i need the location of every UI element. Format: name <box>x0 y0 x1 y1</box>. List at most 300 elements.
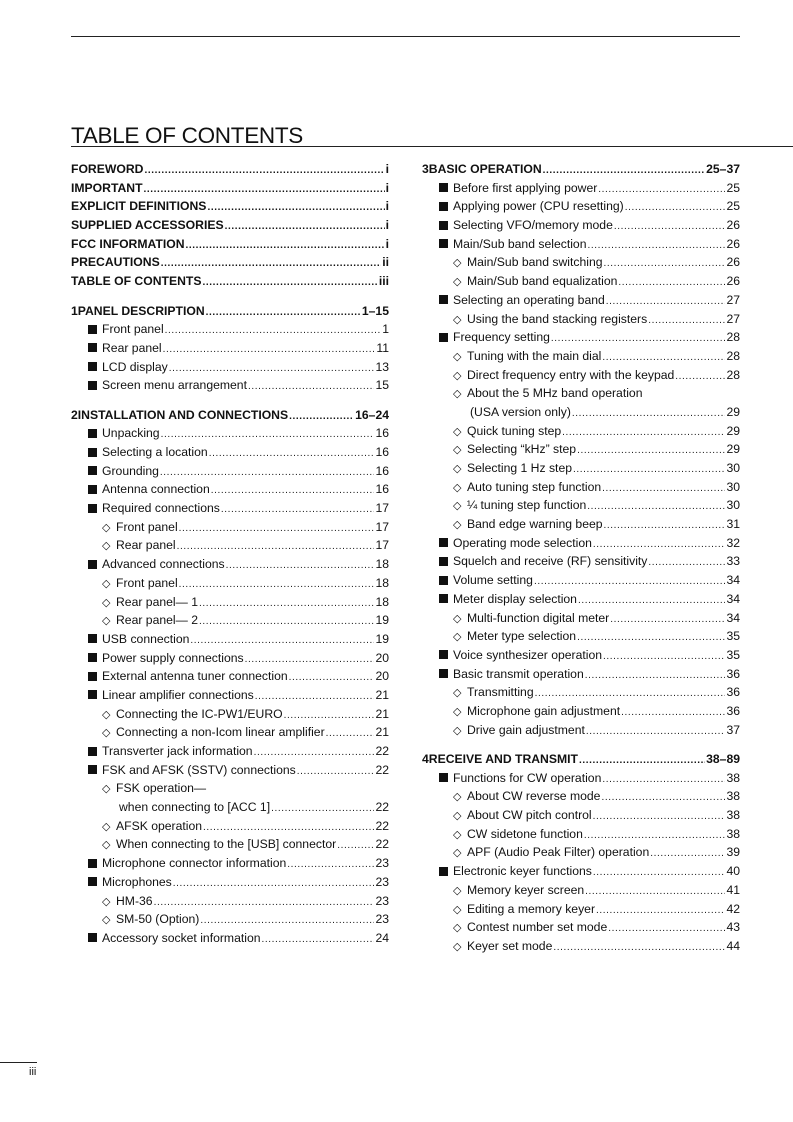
diamond-bullet-icon: ◇ <box>102 820 111 833</box>
toc-entry-label: Front panel <box>102 322 164 337</box>
toc-page-number: 18 <box>375 575 389 590</box>
square-bullet-icon <box>88 443 102 462</box>
square-bullet-icon <box>88 929 102 948</box>
toc-page-number: 36 <box>726 685 740 700</box>
toc-page-number: 28 <box>726 367 740 382</box>
dot-leader <box>297 761 375 780</box>
toc-page-number: 19 <box>375 631 389 646</box>
toc-page-number: 35 <box>726 629 740 644</box>
toc-page-number: 26 <box>726 255 740 270</box>
toc-entry[interactable] <box>71 779 389 798</box>
toc-entry-label: Selecting 1 Hz step <box>467 461 573 475</box>
dot-leader <box>207 197 384 216</box>
diamond-bullet-icon: ◇ <box>453 810 462 823</box>
toc-page-number: 41 <box>726 882 740 897</box>
toc-page-number: 42 <box>726 901 740 916</box>
toc-page-number: 24 <box>375 930 389 945</box>
dot-leader <box>271 798 374 817</box>
toc-entry-label: EXPLICIT DEFINITIONS <box>71 199 207 214</box>
toc-entry-label: Antenna connection <box>102 482 210 497</box>
toc-entry-label: Grounding <box>102 463 159 478</box>
toc-chapter-entry[interactable] <box>422 160 740 179</box>
toc-page-number: 17 <box>375 538 389 553</box>
toc-page-number: 21 <box>375 706 389 721</box>
toc-page-number: i <box>385 162 389 176</box>
toc-entry-label: Using the band stacking registers <box>467 311 648 326</box>
square-bullet-icon <box>88 555 102 574</box>
toc-page-number: 38 <box>726 789 740 804</box>
toc-entry[interactable] <box>422 253 740 272</box>
toc-entry[interactable] <box>71 320 389 339</box>
toc-entry[interactable] <box>422 515 740 534</box>
top-rule <box>71 36 740 37</box>
square-bullet-icon <box>439 328 453 347</box>
dot-leader <box>675 366 725 385</box>
toc-page-number: 18 <box>375 557 389 572</box>
toc-entry[interactable] <box>422 291 740 310</box>
toc-entry-label: About CW pitch control <box>467 808 592 823</box>
toc-entry[interactable] <box>422 496 740 515</box>
diamond-bullet-icon: ◇ <box>453 828 462 841</box>
toc-entry[interactable] <box>422 347 740 366</box>
toc-entry-label: RECEIVE AND TRANSMIT <box>428 752 578 766</box>
toc-entry-label: Selecting a location <box>102 445 208 459</box>
toc-page-number: 19 <box>375 613 389 628</box>
toc-entry-label: Applying power (CPU resetting) <box>453 199 624 214</box>
dot-leader <box>209 443 375 462</box>
toc-page-number: 29 <box>726 442 740 457</box>
dot-leader <box>648 552 725 571</box>
toc-entry-label: Meter display selection <box>453 591 577 606</box>
toc-page-number: 31 <box>726 517 740 532</box>
toc-page-number: 32 <box>726 535 740 550</box>
toc-page-number: 40 <box>726 864 740 879</box>
dot-leader <box>202 272 377 291</box>
diamond-bullet-icon: ◇ <box>453 847 462 860</box>
toc-entry[interactable] <box>71 555 389 574</box>
toc-entry[interactable] <box>422 366 740 385</box>
toc-entry[interactable] <box>422 787 740 806</box>
toc-entry[interactable] <box>422 646 740 665</box>
diamond-bullet-icon: ◇ <box>453 369 462 382</box>
toc-page-number: 1–15 <box>361 303 389 318</box>
dot-leader <box>200 910 374 929</box>
toc-entry-label: AFSK operation <box>116 818 203 833</box>
toc-entry[interactable] <box>71 892 389 911</box>
diamond-bullet-icon: ◇ <box>453 631 462 644</box>
diamond-bullet-icon: ◇ <box>453 791 462 804</box>
square-bullet-icon <box>88 761 102 780</box>
toc-entry-label: Rear panel— 2 <box>116 613 198 628</box>
diamond-bullet-icon: ◇ <box>453 687 462 700</box>
dot-leader <box>585 665 726 684</box>
toc-page-number: 18 <box>375 594 389 609</box>
toc-page-number: 22 <box>375 744 389 758</box>
diamond-bullet-icon: ◇ <box>453 425 462 438</box>
toc-entry-label: Front panel <box>116 519 178 534</box>
toc-entry[interactable] <box>422 918 740 937</box>
dot-leader <box>610 609 725 628</box>
diamond-bullet-icon: ◇ <box>453 922 462 935</box>
toc-entry-label: when connecting to [ACC 1] <box>119 800 271 815</box>
toc-entry-label: Selecting an operating band <box>453 292 605 307</box>
toc-entry-label: Connecting a non-Icom linear amplifier <box>116 725 325 740</box>
square-bullet-icon <box>88 499 102 518</box>
dot-leader <box>179 518 375 537</box>
diamond-bullet-icon: ◇ <box>453 612 462 625</box>
toc-chapter-entry[interactable] <box>71 253 389 272</box>
dot-leader <box>173 873 375 892</box>
toc-entry[interactable] <box>422 609 740 628</box>
toc-entry[interactable] <box>422 552 740 571</box>
toc-entry[interactable] <box>71 723 389 742</box>
toc-entry[interactable] <box>71 339 389 358</box>
toc-entry[interactable] <box>422 216 740 235</box>
diamond-bullet-icon: ◇ <box>102 839 111 852</box>
square-bullet-icon <box>439 216 453 235</box>
toc-page-number: 25 <box>726 199 740 214</box>
dot-leader <box>177 536 375 555</box>
toc-entry-label: Main/Sub band equalization <box>467 274 618 289</box>
dot-leader <box>154 892 375 911</box>
dot-leader <box>534 571 725 590</box>
toc-page-number: ii <box>382 255 389 270</box>
toc-page-number: 26 <box>726 218 740 233</box>
toc-entry[interactable] <box>422 665 740 684</box>
toc-entry-label: Volume setting <box>453 573 533 588</box>
toc-entry[interactable] <box>422 721 740 740</box>
toc-entry-label: Power supply connections <box>102 650 244 665</box>
toc-page-number: 27 <box>726 292 740 307</box>
toc-entry[interactable] <box>71 630 389 649</box>
toc-page-number: 16 <box>375 463 389 478</box>
dot-leader <box>221 499 375 518</box>
toc-page-number: 11 <box>376 340 389 355</box>
toc-page-number: iii <box>378 274 389 289</box>
toc-chapter-entry[interactable] <box>71 272 389 291</box>
diamond-bullet-icon: ◇ <box>102 540 111 553</box>
dot-leader <box>586 721 726 740</box>
toc-page-number: 34 <box>726 591 740 606</box>
diamond-bullet-icon: ◇ <box>453 519 462 532</box>
square-bullet-icon <box>88 649 102 668</box>
toc-entry-label: Selecting VFO/memory mode <box>453 218 613 233</box>
toc-entry[interactable] <box>422 683 740 702</box>
toc-entry[interactable] <box>71 574 389 593</box>
toc-entry[interactable] <box>71 536 389 555</box>
dot-leader <box>598 179 725 198</box>
diamond-bullet-icon: ◇ <box>453 350 462 363</box>
chapter-number: 4 <box>422 752 429 766</box>
toc-entry-label: USB connection <box>102 631 190 646</box>
diamond-bullet-icon: ◇ <box>102 727 111 740</box>
toc-entry-label: HM-36 <box>116 893 153 908</box>
dot-leader <box>587 235 725 254</box>
toc-page-number: 26 <box>726 274 740 289</box>
toc-entry[interactable] <box>422 862 740 881</box>
dot-leader <box>604 515 726 534</box>
diamond-bullet-icon: ◇ <box>453 500 462 513</box>
diamond-bullet-icon: ◇ <box>102 895 111 908</box>
toc-entry-label: Microphones <box>102 874 172 889</box>
diamond-bullet-icon: ◇ <box>453 257 462 270</box>
dot-leader <box>163 339 376 358</box>
toc-chapter-entry[interactable] <box>71 302 389 321</box>
toc-entry[interactable] <box>422 310 740 329</box>
square-bullet-icon <box>88 667 102 686</box>
toc-entry[interactable] <box>422 179 740 198</box>
toc-entry-label: Keyer set mode <box>467 938 553 953</box>
toc-entry[interactable] <box>422 197 740 216</box>
toc-entry-label: SM-50 (Option) <box>116 912 200 927</box>
square-bullet-icon <box>439 534 453 553</box>
dot-leader <box>572 403 726 422</box>
square-bullet-icon <box>439 665 453 684</box>
toc-entry[interactable] <box>71 667 389 686</box>
diamond-bullet-icon: ◇ <box>453 481 462 494</box>
toc-entry[interactable] <box>422 590 740 609</box>
toc-entry-label: IMPORTANT <box>71 180 143 195</box>
dot-leader <box>326 723 375 742</box>
toc-entry[interactable] <box>422 825 740 844</box>
toc-page-number: 22 <box>375 837 389 852</box>
diamond-bullet-icon: ◇ <box>453 444 462 457</box>
square-bullet-icon <box>88 480 102 499</box>
toc-page-number: 28 <box>726 330 740 345</box>
toc-entry-label: FCC INFORMATION <box>71 236 185 251</box>
toc-entry[interactable] <box>71 358 389 377</box>
diamond-bullet-icon: ◇ <box>453 903 462 916</box>
dot-leader <box>289 667 375 686</box>
toc-entry[interactable] <box>71 518 389 537</box>
toc-entry-label: External antenna tuner connection <box>102 669 288 684</box>
toc-entry[interactable] <box>71 480 389 499</box>
dot-leader <box>593 862 726 881</box>
toc-entry-label: Main/Sub band switching <box>467 255 603 270</box>
toc-entry[interactable] <box>71 873 389 892</box>
square-bullet-icon <box>88 630 102 649</box>
toc-entry[interactable] <box>422 272 740 291</box>
dot-leader <box>562 422 725 441</box>
square-bullet-icon <box>439 571 453 590</box>
toc-page-number: 23 <box>375 874 389 889</box>
dot-leader <box>199 611 374 630</box>
toc-entry[interactable] <box>422 235 740 254</box>
dot-leader <box>337 835 374 854</box>
toc-entry[interactable] <box>71 817 389 836</box>
toc-chapter-entry[interactable] <box>422 750 740 769</box>
toc-page-number: 16 <box>375 482 389 497</box>
dot-leader <box>144 179 385 198</box>
toc-page-number: 23 <box>375 893 389 908</box>
dot-leader <box>606 291 726 310</box>
toc-page-number: 22 <box>375 800 389 815</box>
toc-page-number: 34 <box>726 573 740 588</box>
toc-entry-label: When connecting to the [USB] connector <box>116 837 337 852</box>
toc-entry[interactable] <box>71 462 389 481</box>
dot-leader <box>211 480 375 499</box>
toc-entry[interactable] <box>422 900 740 919</box>
toc-chapter-entry[interactable] <box>71 235 389 254</box>
square-bullet-icon <box>88 742 102 761</box>
toc-entry[interactable] <box>71 649 389 668</box>
toc-entry-label: Electronic keyer functions <box>453 864 592 879</box>
page-title: TABLE OF CONTENTS <box>71 123 304 148</box>
dot-leader <box>551 328 726 347</box>
toc-page-number: i <box>385 218 389 233</box>
toc-entry-label: Front panel <box>116 575 178 590</box>
toc-page-number: 34 <box>726 610 740 625</box>
dot-leader <box>650 843 725 862</box>
toc-entry[interactable] <box>71 742 389 761</box>
toc-entry[interactable] <box>422 843 740 862</box>
toc-entry-label: Voice synthesizer operation <box>453 647 603 662</box>
square-bullet-icon <box>88 873 102 892</box>
toc-entry-label: Microphone gain adjustment <box>467 703 621 718</box>
dot-leader <box>165 320 382 339</box>
toc-entry[interactable] <box>422 769 740 788</box>
toc-entry[interactable] <box>422 440 740 459</box>
toc-entry[interactable] <box>71 910 389 929</box>
toc-page-number: 39 <box>726 845 740 860</box>
toc-entry[interactable] <box>71 611 389 630</box>
toc-entry-label: Frequency setting <box>453 330 550 345</box>
toc-entry-label: INSTALLATION AND CONNECTIONS <box>77 407 289 422</box>
dot-leader <box>535 683 726 702</box>
toc-page-number: 38–89 <box>706 752 740 766</box>
toc-entry-label: Squelch and receive (RF) sensitivity <box>453 554 648 569</box>
toc-entry[interactable] <box>71 686 389 705</box>
toc-entry[interactable] <box>422 328 740 347</box>
toc-chapter-entry[interactable] <box>71 160 389 179</box>
title-underline <box>71 146 793 147</box>
toc-entry-label: LCD display <box>102 359 168 374</box>
toc-entry[interactable] <box>71 499 389 518</box>
diamond-bullet-icon: ◇ <box>453 724 462 737</box>
toc-entry[interactable] <box>422 534 740 553</box>
toc-chapter-entry[interactable] <box>71 179 389 198</box>
toc-entry[interactable] <box>71 376 389 395</box>
square-bullet-icon <box>88 376 102 395</box>
toc-entry[interactable] <box>422 627 740 646</box>
dot-leader <box>584 825 726 844</box>
toc-entry[interactable] <box>422 403 740 422</box>
toc-chapter-entry[interactable] <box>71 406 389 425</box>
toc-page-number: 27 <box>726 311 740 326</box>
diamond-bullet-icon: ◇ <box>102 914 111 927</box>
toc-entry[interactable] <box>71 443 389 462</box>
toc-page-number: 25 <box>726 180 740 195</box>
toc-entry[interactable] <box>71 761 389 780</box>
toc-entry[interactable] <box>71 835 389 854</box>
toc-chapter-entry[interactable] <box>71 216 389 235</box>
toc-page-number: 36 <box>726 666 740 681</box>
toc-entry[interactable] <box>422 478 740 497</box>
toc-page-number: 20 <box>375 669 389 684</box>
toc-page-number: 23 <box>375 912 389 927</box>
toc-entry[interactable] <box>422 459 740 478</box>
dot-leader <box>206 302 361 321</box>
dot-leader <box>585 881 725 900</box>
dot-leader <box>161 253 382 272</box>
toc-entry[interactable] <box>71 705 389 724</box>
toc-page-number: 21 <box>375 725 389 740</box>
toc-page-number: 33 <box>726 554 740 569</box>
toc-entry-label: Main/Sub band selection <box>453 236 587 251</box>
toc-entry[interactable] <box>422 937 740 956</box>
toc-page-number: 36 <box>726 703 740 718</box>
dot-leader <box>179 574 375 593</box>
dot-leader <box>248 376 374 395</box>
dot-leader <box>602 478 725 497</box>
diamond-bullet-icon: ◇ <box>453 940 462 953</box>
toc-entry[interactable] <box>71 854 389 873</box>
toc-entry-label: Rear panel— 1 <box>116 594 198 609</box>
toc-entry[interactable] <box>422 702 740 721</box>
dot-leader <box>287 854 374 873</box>
square-bullet-icon <box>439 769 453 788</box>
toc-entry[interactable] <box>422 384 740 403</box>
toc-entry[interactable] <box>71 798 389 817</box>
toc-entry[interactable] <box>71 929 389 948</box>
dot-leader <box>254 742 375 761</box>
square-bullet-icon <box>88 358 102 377</box>
toc-entry[interactable] <box>422 881 740 900</box>
toc-chapter-entry[interactable] <box>71 197 389 216</box>
toc-page-number: 20 <box>375 650 389 665</box>
square-bullet-icon <box>439 590 453 609</box>
square-bullet-icon <box>439 646 453 665</box>
toc-page-number: 25–37 <box>706 162 740 176</box>
toc-entry[interactable] <box>71 424 389 443</box>
toc-page-number: 26 <box>726 236 740 251</box>
toc-page-number: 23 <box>375 856 389 871</box>
toc-entry-label: Screen menu arrangement <box>102 378 247 393</box>
dot-leader <box>601 787 725 806</box>
diamond-bullet-icon: ◇ <box>453 313 462 326</box>
toc-entry-label: Selecting “kHz” step <box>467 442 577 457</box>
toc-entry[interactable] <box>422 571 740 590</box>
toc-page-number: 1 <box>382 322 389 337</box>
dot-leader <box>602 347 725 366</box>
toc-entry-label: PANEL DESCRIPTION <box>77 303 205 318</box>
diamond-bullet-icon: ◇ <box>102 783 111 796</box>
dot-leader <box>587 496 725 515</box>
toc-entry-label: Linear amplifier connections <box>102 687 254 702</box>
dot-leader <box>602 769 725 788</box>
dot-leader <box>553 937 725 956</box>
toc-entry-label: Connecting the IC-PW1/EURO <box>116 706 283 721</box>
toc-page-number: 13 <box>375 359 389 374</box>
dot-leader <box>161 424 375 443</box>
square-bullet-icon <box>439 179 453 198</box>
toc-entry-label: APF (Audio Peak Filter) operation <box>467 845 650 860</box>
toc-entry[interactable] <box>422 806 740 825</box>
toc-entry[interactable] <box>71 593 389 612</box>
toc-entry-label: Before first applying power <box>453 180 598 195</box>
toc-entry-label: Drive gain adjustment <box>467 722 585 737</box>
toc-page-number: 38 <box>726 826 740 841</box>
diamond-bullet-icon: ◇ <box>453 388 462 401</box>
dot-leader <box>614 216 726 235</box>
toc-entry[interactable] <box>422 422 740 441</box>
square-bullet-icon <box>439 862 453 881</box>
toc-right-column <box>422 160 740 956</box>
dot-leader <box>593 534 726 553</box>
dot-leader <box>190 630 374 649</box>
toc-entry-label: TABLE OF CONTENTS <box>71 274 202 289</box>
diamond-bullet-icon: ◇ <box>453 276 462 289</box>
